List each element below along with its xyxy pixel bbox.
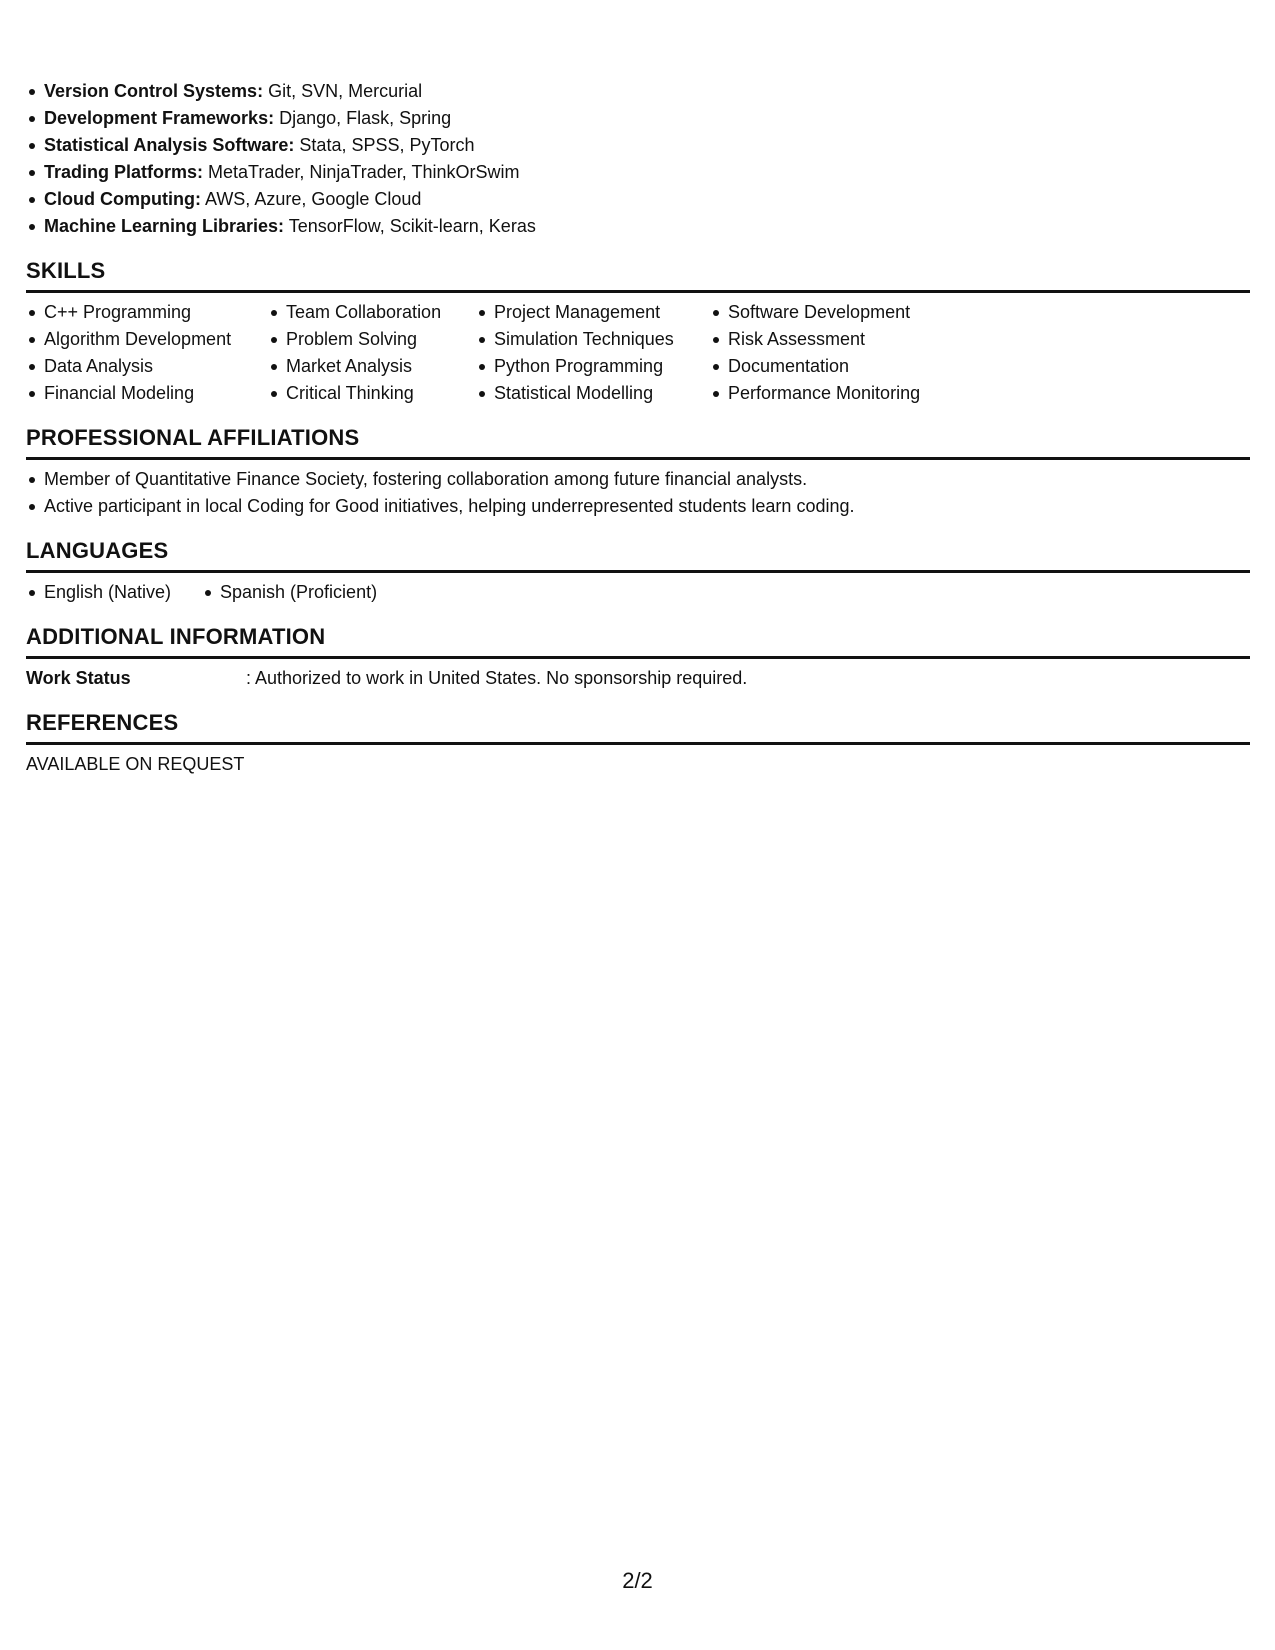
tool-category-label: Version Control Systems: [44,81,264,101]
languages-list [26,579,1250,606]
skills-column [476,299,710,407]
tool-category-label: Statistical Analysis Software: [44,135,295,155]
list-item [26,105,1250,132]
skill-item: Python Programming [476,353,710,380]
skill-item: Project Management [476,299,710,326]
skill-item: Algorithm Development [26,326,268,353]
tool-category-label: Machine Learning Libraries: [44,216,285,236]
skills-heading: SKILLS [26,258,1250,293]
skill-item: Performance Monitoring [710,380,970,407]
affiliations-list [26,466,1250,520]
list-item [26,186,1250,213]
work-status-value: : Authorized to work in United States. No sponsorship required. [246,668,748,688]
work-status-row [26,665,1250,692]
tool-category-value: AWS, Azure, Google Cloud [200,189,422,209]
references-heading: REFERENCES [26,710,1250,745]
skill-item: Statistical Modelling [476,380,710,407]
skill-item: Critical Thinking [268,380,476,407]
language-item: English (Native) [26,579,202,606]
skill-item: Documentation [710,353,970,380]
tool-category-value: Django, Flask, Spring [274,108,452,128]
languages-heading: LANGUAGES [26,538,1250,573]
tool-category-label: Development Frameworks: [44,108,275,128]
references-text: AVAILABLE ON REQUEST [26,754,245,774]
additional-info-heading: ADDITIONAL INFORMATION [26,624,1250,659]
tool-category-value: MetaTrader, NinjaTrader, ThinkOrSwim [203,162,520,182]
affiliations-heading: PROFESSIONAL AFFILIATIONS [26,425,1250,460]
skill-item: Financial Modeling [26,380,268,407]
affiliation-item: Member of Quantitative Finance Society, fostering collaboration among future financial analysts. [26,466,1250,493]
skill-item: Data Analysis [26,353,268,380]
resume-page [26,78,1250,778]
skills-column [268,299,476,407]
tool-category-label: Cloud Computing: [44,189,201,209]
list-item [26,159,1250,186]
skill-item: Team Collaboration [268,299,476,326]
work-status-label: Work Status [26,668,131,688]
tool-category-value: Git, SVN, Mercurial [263,81,423,101]
page-number: 2/2 [622,1568,653,1593]
skill-item: Market Analysis [268,353,476,380]
list-item [26,132,1250,159]
tool-category-value: TensorFlow, Scikit-learn, Keras [284,216,536,236]
skill-item: Software Development [710,299,970,326]
technical-tools-list [26,78,1250,240]
skill-item: Risk Assessment [710,326,970,353]
skill-item: Problem Solving [268,326,476,353]
skills-column [26,299,268,407]
list-item [26,213,1250,240]
skill-item: Simulation Techniques [476,326,710,353]
skill-item: C++ Programming [26,299,268,326]
tool-category-value: Stata, SPSS, PyTorch [294,135,475,155]
list-item [26,78,1250,105]
skills-grid [26,299,1250,407]
affiliation-item: Active participant in local Coding for Good initiatives, helping underrepresented students learn coding. [26,493,1250,520]
language-item: Spanish (Proficient) [202,579,377,606]
tool-category-label: Trading Platforms: [44,162,204,182]
skills-column [710,299,970,407]
